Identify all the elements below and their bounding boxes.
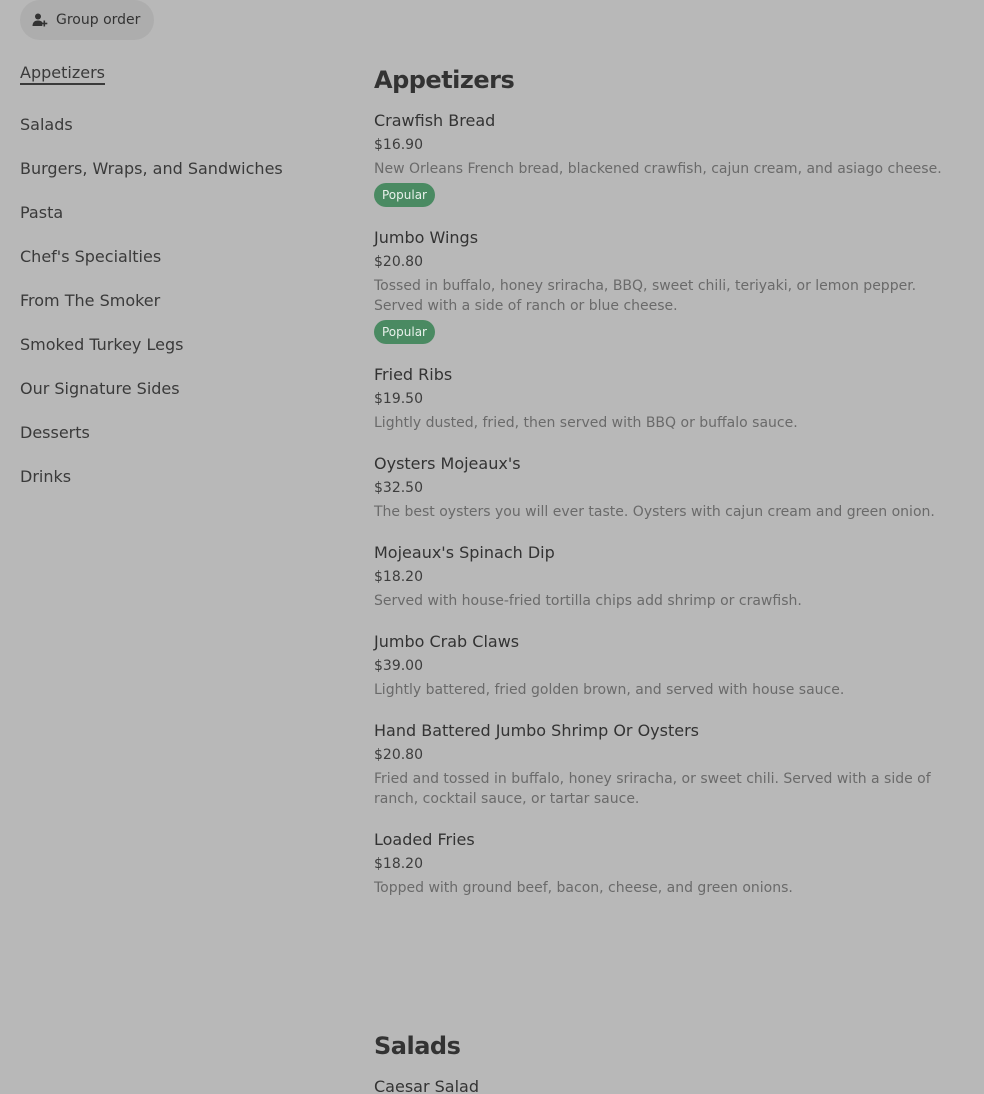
sidebar-item-drinks[interactable] bbox=[20, 454, 340, 498]
sidebar-item-label: Chef's Specialties bbox=[20, 246, 162, 266]
item-name: Mojeaux's Spinach Dip bbox=[374, 543, 555, 562]
section-title-appetizers: Appetizers bbox=[374, 66, 515, 94]
menu-main bbox=[374, 60, 964, 918]
menu-item[interactable] bbox=[374, 829, 964, 898]
menu-item[interactable] bbox=[374, 364, 964, 433]
item-description: New Orleans French bread, blackened crawfish, cajun cream, and asiago cheese. bbox=[374, 161, 942, 177]
sidebar-item-pasta[interactable] bbox=[20, 190, 340, 234]
item-name: Jumbo Wings bbox=[374, 228, 479, 247]
item-name: Loaded Fries bbox=[374, 830, 475, 849]
sidebar-item-label: Smoked Turkey Legs bbox=[20, 334, 184, 354]
category-sidebar bbox=[20, 60, 340, 498]
item-price: $32.50 bbox=[374, 480, 423, 496]
popular-badge: Popular bbox=[374, 183, 435, 207]
section-title-salads: Salads bbox=[374, 1032, 461, 1060]
sidebar-item-label: Our Signature Sides bbox=[20, 378, 180, 398]
item-description: Served with house-fried tortilla chips add shrimp or crawfish. bbox=[374, 593, 802, 609]
sidebar-item-label: Salads bbox=[20, 114, 73, 134]
menu-item[interactable] bbox=[374, 1076, 964, 1094]
sidebar-item-burgers[interactable] bbox=[20, 146, 340, 190]
item-price: $19.50 bbox=[374, 391, 423, 407]
item-price: $39.00 bbox=[374, 658, 423, 674]
sidebar-item-label: From The Smoker bbox=[20, 290, 161, 310]
item-name: Fried Ribs bbox=[374, 365, 453, 384]
item-description: Tossed in buffalo, honey sriracha, BBQ, sweet chili, teriyaki, or lemon pepper. Served with a side of ranch or blue cheese. bbox=[374, 278, 917, 314]
salads-section bbox=[374, 1026, 964, 1094]
popular-badge: Popular bbox=[374, 320, 435, 344]
sidebar-item-appetizers[interactable] bbox=[20, 60, 340, 88]
menu-item[interactable] bbox=[374, 227, 964, 344]
item-description: The best oysters you will ever taste. Oysters with cajun cream and green onion. bbox=[374, 504, 935, 520]
item-description: Topped with ground beef, bacon, cheese, and green onions. bbox=[374, 880, 793, 896]
menu-item[interactable] bbox=[374, 110, 964, 207]
sidebar-item-label: Pasta bbox=[20, 202, 64, 222]
item-price: $18.20 bbox=[374, 856, 423, 872]
item-price: $16.90 bbox=[374, 137, 423, 153]
item-description: Fried and tossed in buffalo, honey sriracha, or sweet chili. Served with a side of ranch, cocktail sauce, or tartar sauce. bbox=[374, 771, 931, 807]
menu-item[interactable] bbox=[374, 631, 964, 700]
sidebar-item-label: Appetizers bbox=[20, 63, 105, 85]
item-name: Hand Battered Jumbo Shrimp Or Oysters bbox=[374, 721, 700, 740]
menu-item[interactable] bbox=[374, 453, 964, 522]
sidebar-item-desserts[interactable] bbox=[20, 410, 340, 454]
sidebar-item-label: Burgers, Wraps, and Sandwiches bbox=[20, 158, 283, 178]
menu-item[interactable] bbox=[374, 542, 964, 611]
item-description: Lightly dusted, fried, then served with BBQ or buffalo sauce. bbox=[374, 415, 798, 431]
item-price: $20.80 bbox=[374, 747, 423, 763]
person-add-icon bbox=[32, 12, 48, 28]
item-description: Lightly battered, fried golden brown, and served with house sauce. bbox=[374, 682, 845, 698]
menu-item[interactable] bbox=[374, 720, 964, 809]
item-name: Caesar Salad bbox=[374, 1077, 479, 1094]
group-order-button[interactable] bbox=[20, 0, 154, 40]
sidebar-item-smoked-turkey-legs[interactable] bbox=[20, 322, 340, 366]
sidebar-item-signature-sides[interactable] bbox=[20, 366, 340, 410]
sidebar-item-from-the-smoker[interactable] bbox=[20, 278, 340, 322]
sidebar-item-label: Drinks bbox=[20, 466, 72, 486]
sidebar-item-label: Desserts bbox=[20, 422, 90, 442]
item-name: Crawfish Bread bbox=[374, 111, 496, 130]
item-price: $18.20 bbox=[374, 569, 423, 585]
item-name: Jumbo Crab Claws bbox=[374, 632, 520, 651]
item-name: Oysters Mojeaux's bbox=[374, 454, 521, 473]
sidebar-item-chefs-specialties[interactable] bbox=[20, 234, 340, 278]
group-order-label: Group order bbox=[56, 12, 141, 28]
item-price: $20.80 bbox=[374, 254, 423, 270]
sidebar-item-salads[interactable] bbox=[20, 102, 340, 146]
